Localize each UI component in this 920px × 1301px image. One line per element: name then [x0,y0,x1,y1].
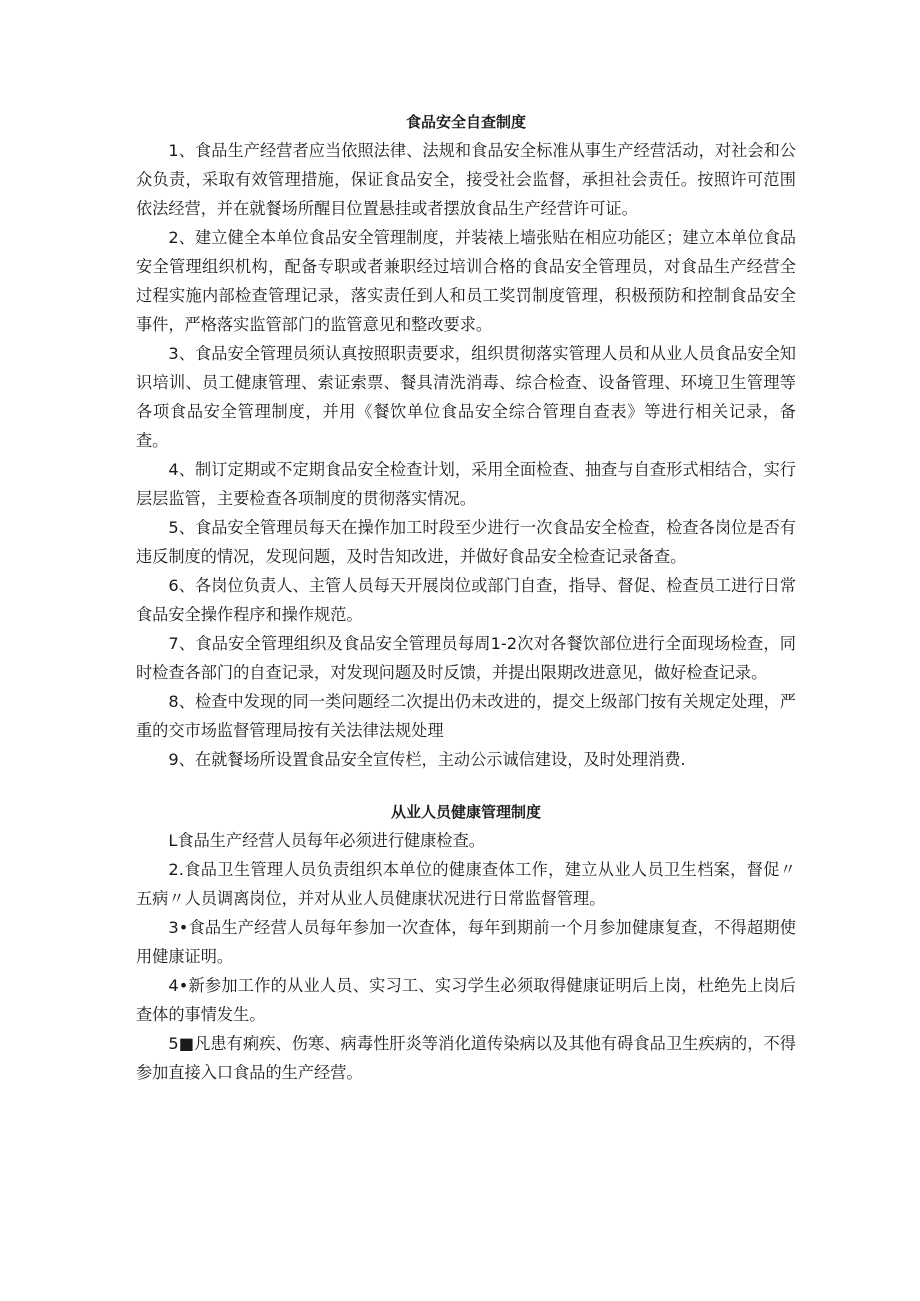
section-spacer [136,774,796,798]
paragraph: 5■凡患有痢疾、伤寒、病毒性肝炎等消化道传染病以及其他有碍食品卫生疾病的，不得参加直接入口食品的生产经营。 [136,1034,796,1082]
paragraph: L食品生产经营人员每年必须进行健康检查。 [168,831,485,850]
section-self-inspection [136,108,796,774]
paragraph: 4•新参加工作的从业人员、实习工、实习学生必须取得健康证明后上岗，杜绝先上岗后查体的事情发生。 [136,976,796,1024]
paragraph: 6、各岗位负责人、主管人员每天开展岗位或部门自查，指导、督促、检查员工进行日常食品安全操作程序和操作规范。 [136,576,796,624]
paragraph: 4、制订定期或不定期食品安全检查计划，采用全面检查、抽查与自查形式相结合，实行层层监管，主要检查各项制度的贯彻落实情况。 [136,460,796,508]
paragraph: 3•食品生产经营人员每年参加一次查体，每年到期前一个月参加健康复查，不得超期使用健康证明。 [136,918,796,966]
paragraph: 3、食品安全管理员须认真按照职责要求，组织贯彻落实管理人员和从业人员食品安全知识培训、员工健康管理、索证索票、餐具清洗消毒、综合检查、设备管理、环境卫生管理等各项食品安全管理制度，并用《餐饮单位食品安全综合管理自查表》等进行相关记录，备查。 [136,344,796,450]
paragraph: 5、食品安全管理员每天在操作加工时段至少进行一次食品安全检查，检查各岗位是否有违反制度的情况，发现问题，及时告知改进，并做好食品安全检查记录备查。 [136,518,796,566]
document-page [136,108,796,1087]
paragraph: 9、在就餐场所设置食品安全宣传栏，主动公示诚信建设，及时处理消费. [168,750,686,769]
section-title: 从业人员健康管理制度 [390,803,541,821]
section-health-management [136,798,796,1087]
paragraph: 7、食品安全管理组织及食品安全管理员每周1-2次对各餐饮部位进行全面现场检查，同时检查各部门的自查记录，对发现问题及时反馈，并提出限期改进意见，做好检查记录。 [136,634,796,682]
paragraph: 1、食品生产经营者应当依照法律、法规和食品安全标准从事生产经营活动，对社会和公众负责，采取有效管理措施，保证食品安全，接受社会监督，承担社会责任。按照许可范围依法经营，并在就餐场所醒目位置悬挂或者摆放食品生产经营许可证。 [136,141,796,218]
paragraph: 2.食品卫生管理人员负责组织本单位的健康查体工作，建立从业人员卫生档案，督促〃五病〃人员调离岗位，并对从业人员健康状况进行日常监督管理。 [136,860,796,908]
paragraph: 2、建立健全本单位食品安全管理制度，并装裱上墙张贴在相应功能区；建立本单位食品安全管理组织机构，配备专职或者兼职经过培训合格的食品安全管理员，对食品生产经营全过程实施内部检查管理记录，落实责任到人和员工奖罚制度管理，积极预防和控制食品安全事件，严格落实监管部门的监管意见和整改要求。 [136,228,796,334]
paragraph: 8、检查中发现的同一类问题经二次提出仍未改进的，提交上级部门按有关规定处理，严重的交市场监督管理局按有关法律法规处理 [136,692,796,740]
section-title: 食品安全自查制度 [405,113,526,131]
